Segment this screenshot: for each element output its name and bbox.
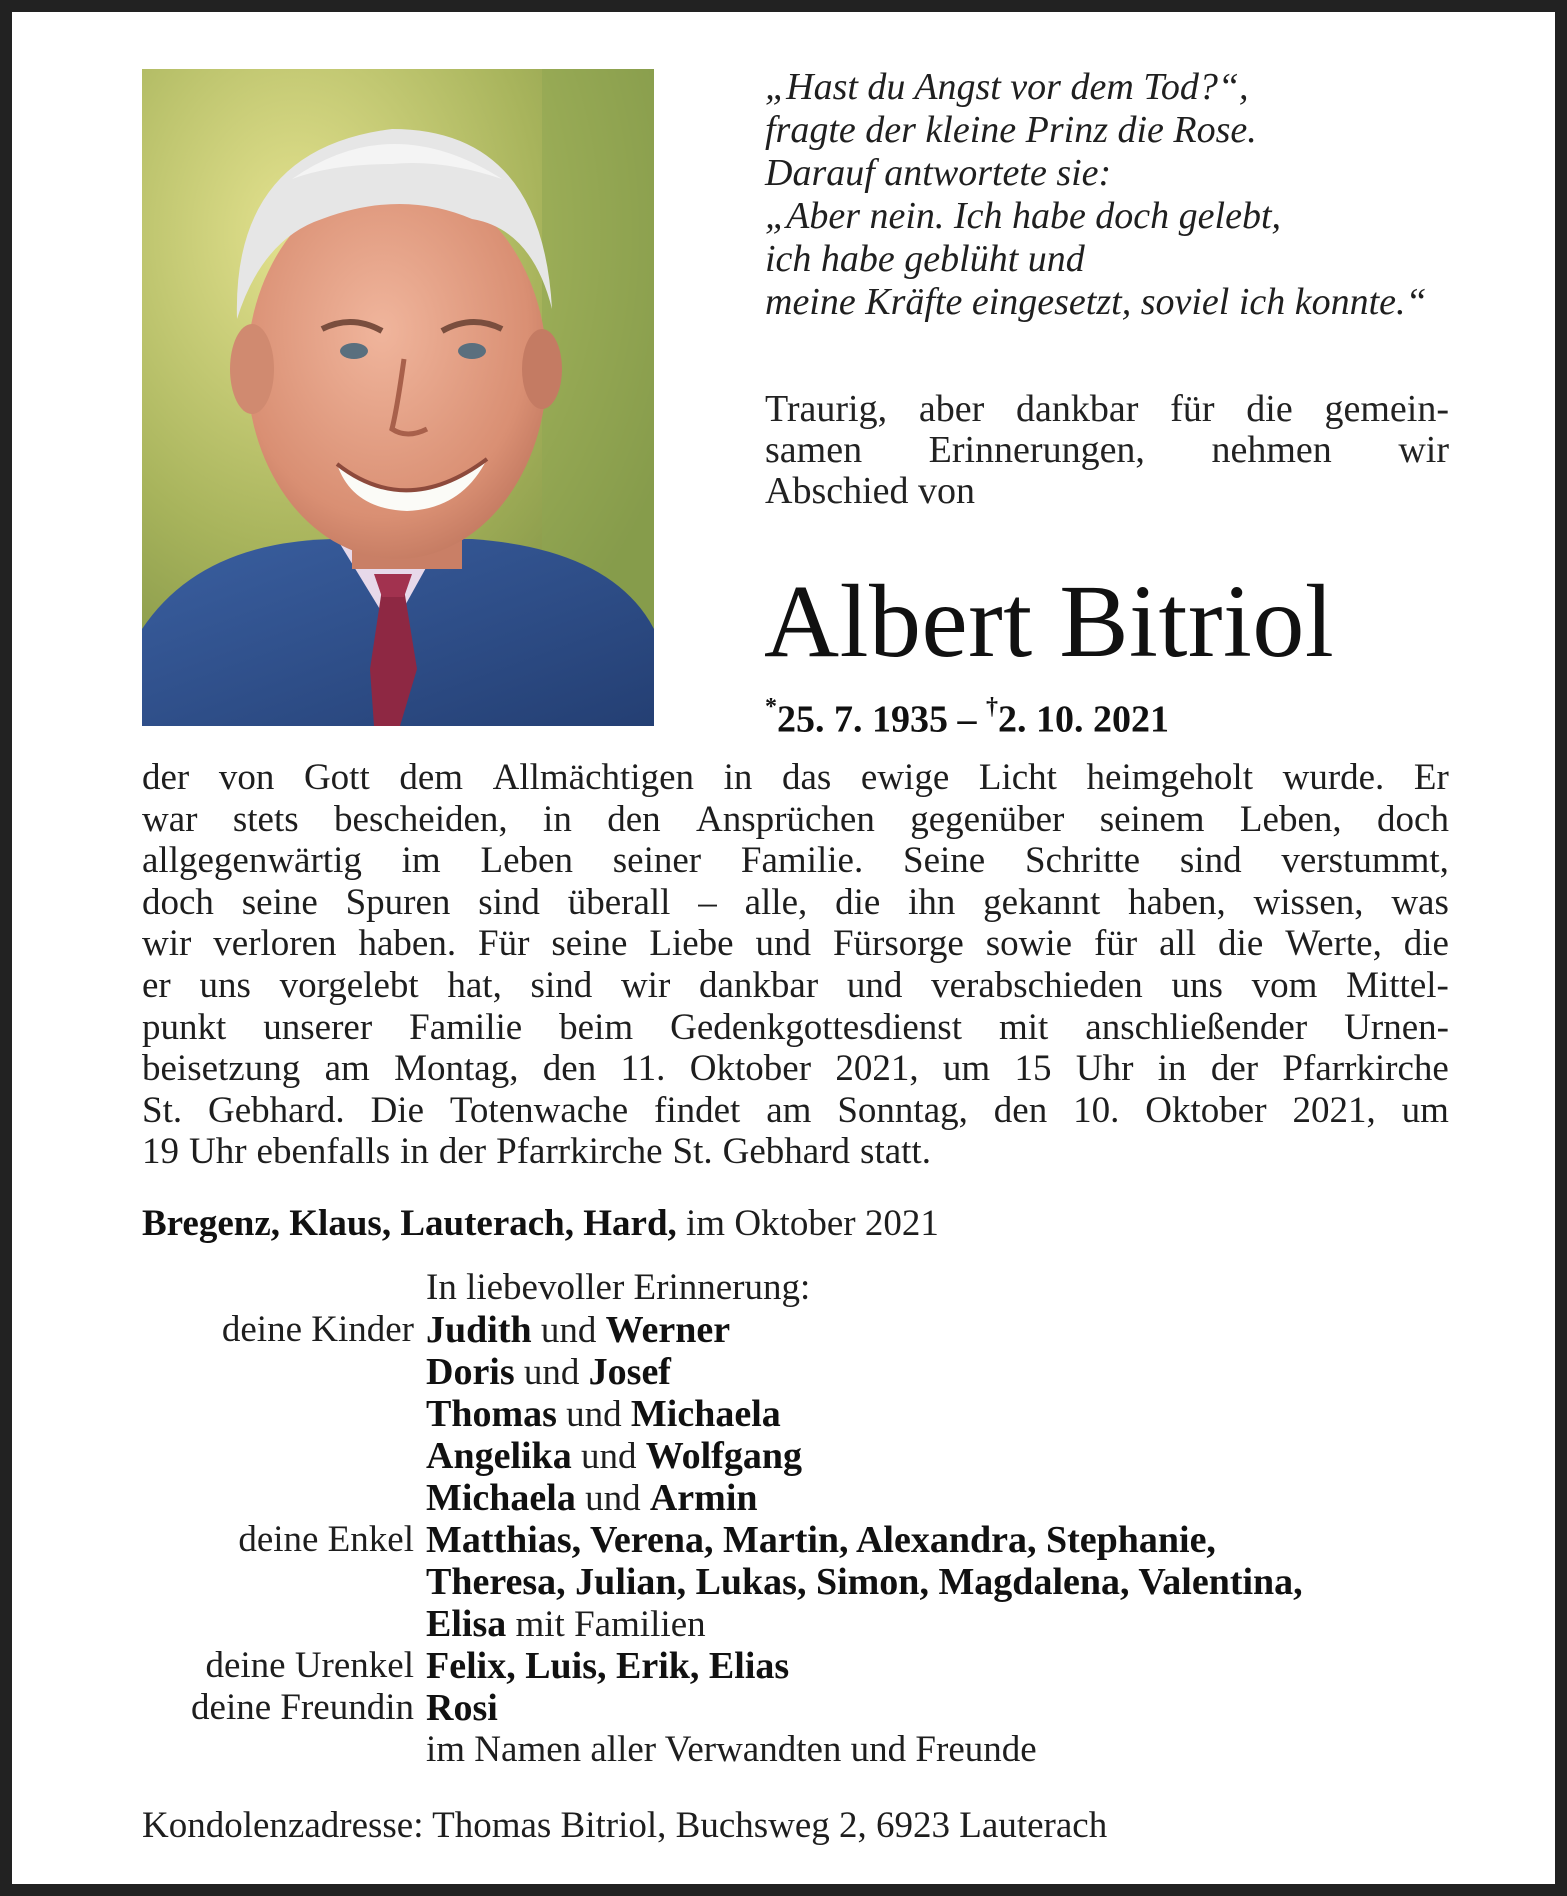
body-word: wir [142,923,192,965]
body-word: statt. [860,1131,931,1173]
body-line [142,1131,1449,1173]
intro-word: für [1170,388,1215,430]
body-line [142,1090,1449,1132]
towns: Bregenz, Klaus, Lauterach, Hard, [142,1203,677,1244]
birth-date: 25. 7. 1935 [777,698,948,741]
body-word: verabschieden [931,964,1143,1006]
mourner-row [112,1309,1472,1351]
mourner-row [112,1519,1472,1561]
relation-label [112,1351,426,1393]
body-word: hat, [447,964,502,1006]
body-word: – [698,881,717,923]
mourner-names [426,1561,1472,1603]
body-word: Spuren [345,881,451,923]
intro-word: Erinnerungen, [928,429,1145,471]
body-word: ewige [860,757,950,798]
body-word: Gott [303,757,370,798]
body-word: Liebe [649,923,734,965]
mourner-row [112,1603,1472,1645]
body-word: St. [672,1131,713,1173]
body-line [142,799,1449,841]
connector-text: im Namen aller Verwandten und Freunde [426,1729,1037,1770]
body-word: 15 [1014,1048,1052,1090]
mourners-list [112,1267,1472,1771]
body-word: Oktober [689,1048,812,1090]
body-word: Totenwache [449,1089,629,1131]
body-word: von [218,757,275,798]
body-word: Sonntag, [837,1089,968,1131]
condolence-address: Kondolenzadresse: Thomas Bitriol, Buchsweg 2, 6923 Lauterach [142,1805,1108,1846]
intro-word: aber [918,388,985,430]
body-word: am [324,1048,370,1090]
body-word: wir [620,964,671,1006]
body-word: in [543,798,572,840]
body-word: den [607,798,661,840]
body-word: im [401,840,441,882]
portrait-photo [142,69,654,726]
mourner-names [426,1351,1472,1393]
mourner-names [426,1393,1472,1435]
body-word: den [993,1089,1048,1131]
body-word: 19 [142,1131,179,1173]
body-word: 2021, [835,1048,919,1090]
body-word: gekannt [983,881,1101,923]
body-line [142,882,1449,924]
mourner-name: Michaela [630,1393,781,1435]
body-word: Gebhard [722,1131,851,1173]
mourner-name: Thomas [426,1393,557,1435]
body-word: findet [654,1089,741,1131]
relation-label [112,1267,426,1309]
mourner-name: Elisa [426,1603,507,1645]
mourner-name: Rosi [426,1687,498,1729]
connector-text: und [531,1310,606,1351]
body-word: Leben, [1239,798,1342,840]
quote-line: ich habe geblüht und [765,238,1085,280]
mourner-names [426,1477,1472,1519]
mourner-name: Theresa, Julian, Lukas, Simon, Magdalena, Valentina, [426,1561,1303,1603]
body-word: dankbar [699,964,819,1006]
portrait-illustration [142,69,654,726]
relation-label [112,1477,426,1519]
body-word: Gedenkgottesdienst [670,1006,962,1048]
mourner-name: Michaela [426,1477,576,1519]
body-word: was [1391,881,1449,923]
intro-word: dankbar [1016,388,1139,430]
relation-label [112,1729,426,1771]
body-word: uns [1171,964,1223,1006]
place-date [142,1202,939,1246]
body-word: Ansprüchen [696,798,875,840]
intro-line [765,430,1449,471]
quote-line: fragte der kleine Prinz die Rose. [765,109,1257,151]
body-word: er [142,964,171,1006]
mourner-names [426,1729,1472,1771]
body-word: für [1094,923,1138,965]
intro-word: samen [765,429,863,471]
body-line [142,1007,1449,1049]
body-word: Licht [978,757,1057,798]
body-word: beisetzung [142,1048,301,1090]
mourner-name: Wolfgang [645,1435,802,1477]
life-dates [765,689,1169,742]
body-word: mit [998,1006,1049,1048]
body-word: 10. [1073,1089,1120,1131]
mourner-row [112,1435,1472,1477]
body-text [142,757,1449,1173]
body-word: und [755,923,812,965]
body-line [142,840,1449,882]
body-word: Uhr [189,1131,247,1173]
mourner-names [426,1645,1472,1687]
relation-label: deine Kinder [221,1309,414,1350]
body-word: um [1401,1089,1449,1131]
body-word: anschließender [1085,1006,1308,1048]
body-word: Fürsorge [832,923,964,965]
quote-line: „Hast du Angst vor dem Tod?“, [765,66,1249,108]
body-word: Leben [480,840,573,882]
body-word: das [781,757,832,798]
mourner-name: Judith [426,1309,532,1351]
body-word: punkt [142,1006,227,1048]
body-word: gegenüber [910,798,1065,840]
body-word: in [1157,1048,1187,1090]
death-date: 2. 10. 2021 [998,698,1169,741]
mourner-row [112,1351,1472,1393]
connector-text: und [575,1478,650,1519]
mourner-name: Werner [605,1309,731,1351]
body-word: Oktober [1145,1089,1267,1131]
body-word: ihn [908,881,956,923]
body-word: Pfarrkirche [1282,1048,1449,1090]
body-word: Uhr [1075,1048,1134,1090]
body-word: überall [567,881,671,923]
relation-label [112,1603,426,1645]
body-word: den [542,1048,597,1090]
relation-label [112,1561,426,1603]
mourner-row [112,1477,1472,1519]
quote-line: meine Kräfte eingesetzt, soviel ich konnte.“ [765,281,1427,323]
connector-text: und [556,1394,631,1435]
relation-label [112,1393,426,1435]
month-year: im Oktober 2021 [686,1203,939,1244]
body-word: um [942,1048,991,1090]
body-word: ebenfalls [256,1131,391,1173]
connector-text: und [514,1352,589,1393]
body-word: seine [551,923,628,965]
body-word: Schritte [1025,840,1141,882]
body-word: in [723,757,753,798]
body-word: heimgeholt [1086,757,1253,798]
mourner-names [426,1309,1472,1351]
body-word: vom [1251,964,1318,1006]
body-word: Die [370,1089,424,1131]
intro-word: nehmen [1211,429,1332,471]
mourner-row [112,1393,1472,1435]
body-word: allgegenwärtig [142,840,362,882]
relation-label: deine Enkel [238,1519,414,1560]
body-word: der [438,1131,487,1173]
body-word: St. [142,1089,183,1131]
body-word: am [766,1089,812,1131]
mourner-name: Felix, Luis, Erik, Elias [426,1645,790,1687]
body-word: Familie [409,1006,523,1048]
connector-text: mit Familien [506,1604,706,1645]
body-word: dem [399,757,464,798]
mourner-names [426,1267,1472,1309]
body-word: doch [142,881,214,923]
body-word: uns [199,964,251,1006]
quote [765,66,1465,324]
body-word: sind [530,964,593,1006]
body-word: wissen, [1253,881,1364,923]
body-word: vorgelebt [279,964,419,1006]
body-line [142,1048,1449,1090]
body-word: der [142,757,190,798]
body-word: Für [478,923,530,965]
deceased-name: Albert Bitriol [764,564,1335,679]
mourner-names [426,1435,1472,1477]
body-word: haben. [358,923,457,965]
mourner-row [112,1561,1472,1603]
intro-text [765,389,1449,512]
body-word: die [1403,923,1449,965]
body-word: bescheiden, [334,798,508,840]
birth-symbol: * [765,694,777,720]
mourner-row [112,1645,1472,1687]
mourner-name: Angelika [426,1435,572,1477]
relation-label [112,1435,426,1477]
body-word: Pfarrkirche [496,1131,663,1173]
body-word: seinem [1099,798,1205,840]
connector-text: und [571,1436,646,1477]
mourner-name: Josef [588,1351,671,1393]
mourner-row [112,1267,1472,1309]
relation-label: deine Freundin [191,1687,414,1728]
mourner-names [426,1519,1472,1561]
body-word: all [1159,923,1197,965]
mourner-names [426,1603,1472,1645]
body-word: seiner [612,840,702,882]
body-word: sind [1179,840,1242,882]
body-word: 11. [620,1048,666,1090]
intro-line: Abschied von [765,470,976,512]
mourner-row [112,1729,1472,1771]
body-word: war [142,798,198,840]
death-symbol: † [986,694,998,720]
quote-line: „Aber nein. Ich habe doch gelebt, [765,195,1282,237]
body-word: Familie. [740,840,864,882]
intro-word: Traurig, [765,388,888,430]
body-word: Werte, [1285,923,1382,965]
mourner-row [112,1687,1472,1729]
body-word: seine [241,881,318,923]
body-word: Mittel- [1346,964,1449,1006]
body-word: sowie [985,923,1073,965]
body-line [142,965,1449,1007]
intro-word: die [1246,388,1293,430]
body-word: Urnen- [1344,1006,1449,1048]
body-word: Seine [903,840,986,882]
quote-line: Darauf antwortete sie: [765,152,1112,194]
relation-label: deine Urenkel [205,1645,414,1686]
body-word: alle, [744,881,808,923]
body-word: Gebhard. [208,1089,345,1131]
connector-text: In liebevoller Erinnerung: [426,1267,811,1308]
mourner-name: Armin [649,1477,758,1519]
body-word: beim [559,1006,634,1048]
intro-word: gemein- [1324,388,1449,430]
body-word: wurde. [1282,757,1385,798]
body-word: Allmächtigen [492,757,694,798]
body-word: verstummt, [1281,840,1449,882]
mourner-names [426,1687,1472,1729]
body-word: in [400,1131,429,1173]
mourner-name: Matthias, Verena, Martin, Alexandra, Stephanie, [426,1519,1216,1561]
body-word: 2021, [1292,1089,1376,1131]
body-word: der [1210,1048,1259,1090]
body-line [142,757,1449,799]
body-word: verloren [213,923,337,965]
body-word: die [835,881,881,923]
body-word: die [1218,923,1264,965]
body-word: Montag, [394,1048,519,1090]
body-word: unserer [263,1006,373,1048]
body-word: sind [478,881,540,923]
intro-line [765,389,1449,430]
body-word: stets [232,798,299,840]
body-word: haben, [1128,881,1226,923]
body-word: doch [1377,798,1449,840]
mourner-name: Doris [426,1351,515,1393]
body-line [142,923,1449,965]
date-separator: – [948,698,986,741]
body-word: Er [1413,757,1449,798]
intro-word: wir [1398,429,1449,471]
body-word: und [846,964,903,1006]
